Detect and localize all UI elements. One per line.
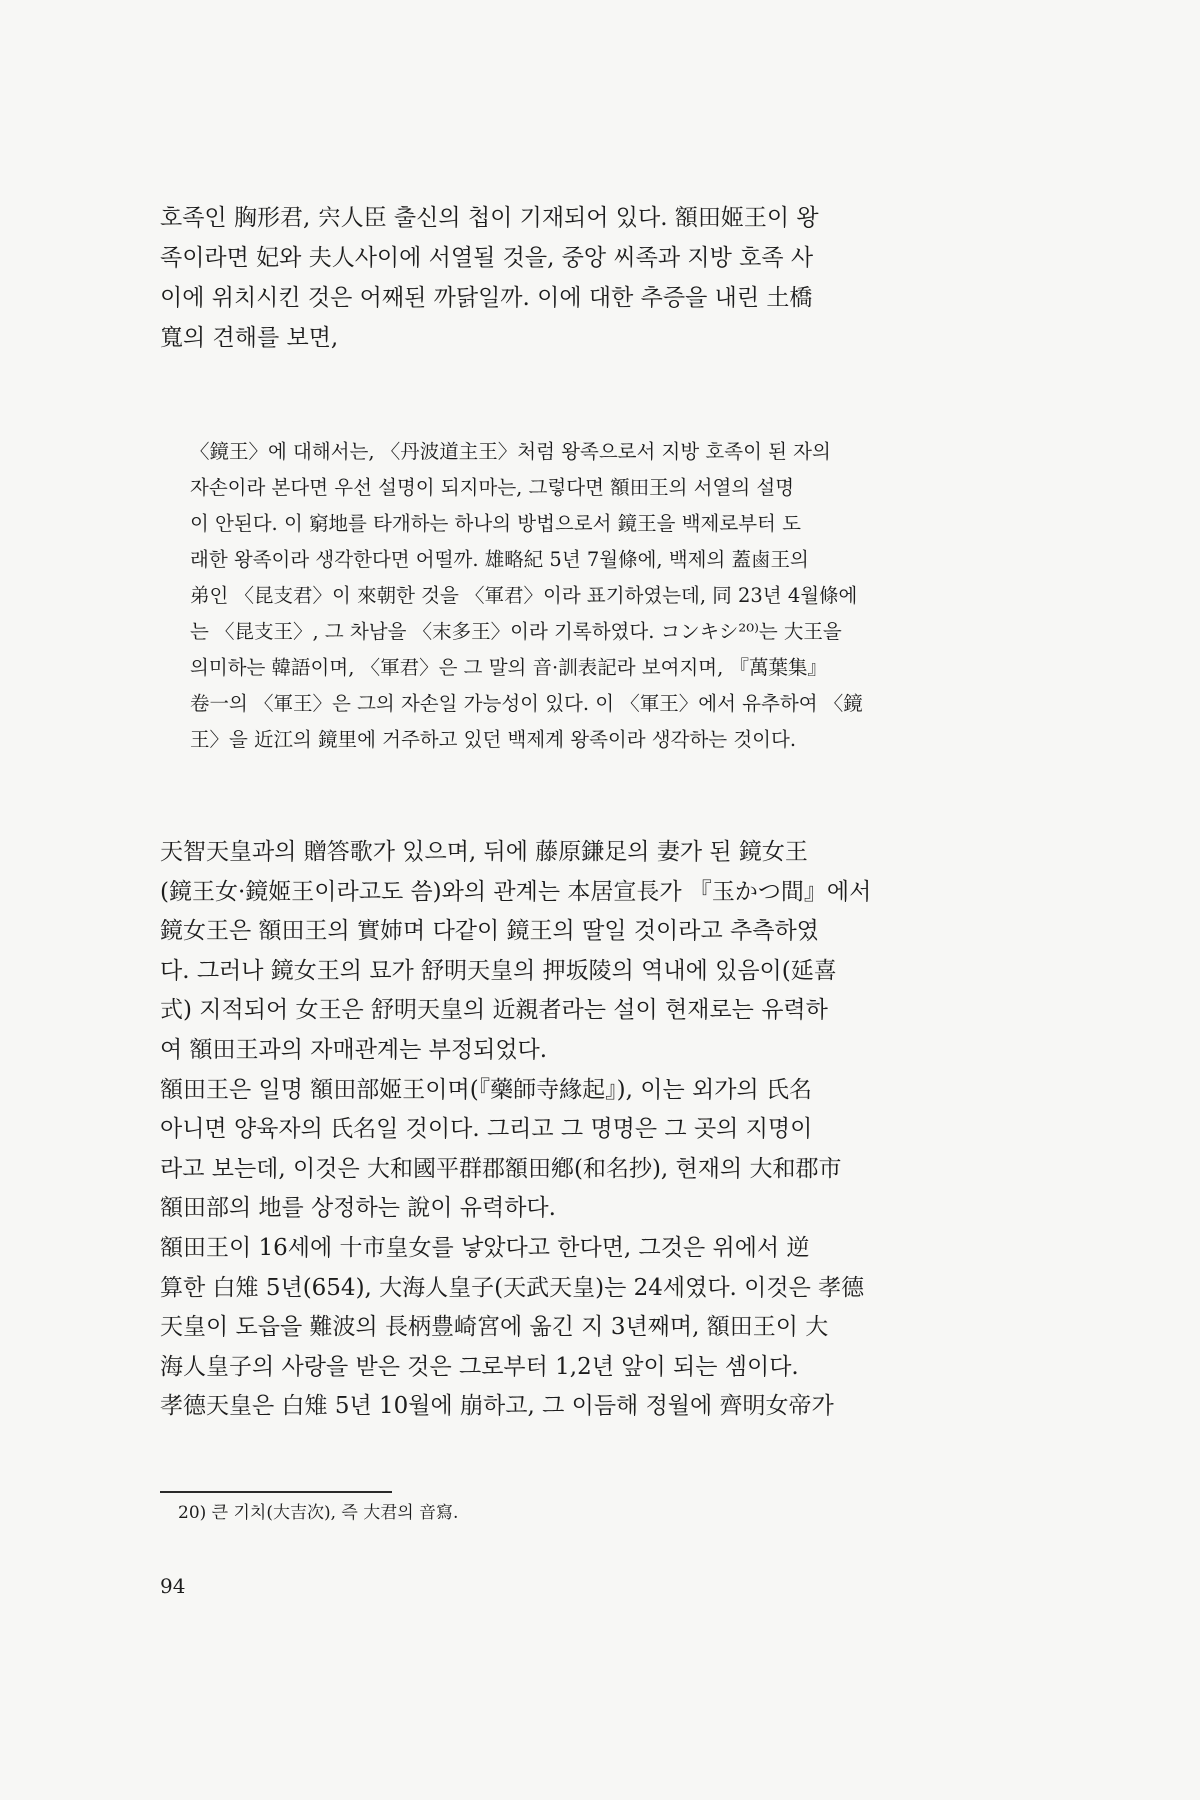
footnote-divider [160,1491,392,1493]
text-line: 鏡女王은 額田王의 實姉며 다같이 鏡王의 딸일 것이라고 추측하였 [160,918,819,945]
text-line: 寬의 견해를 보면, [160,325,339,351]
text-line: 海人皇子의 사랑을 받은 것은 그로부터 1,2년 앞이 되는 셈이다. [160,1353,799,1380]
text-line: 額田王이 16세에 十市皇女를 낳았다고 한다면, 그것은 위에서 逆 [160,1234,810,1261]
block-quote [190,434,990,758]
quote-line: 이 안된다. 이 窮地를 타개하는 하나의 방법으로서 鏡王을 백제로부터 도 [190,512,801,535]
quote-line: 의미하는 韓語이며, 〈軍君〉은 그 말의 音·訓表記라 보여지며, 『萬葉集』 [190,656,828,679]
text-line: 라고 보는데, 이것은 大和國平群郡額田鄕(和名抄), 현재의 大和郡市 [160,1155,842,1182]
page-number: 94 [160,1574,186,1598]
main-body-text [160,833,990,1427]
quote-line: 王〉을 近江의 鏡里에 거주하고 있던 백제계 왕족이라 생각하는 것이다. [190,728,797,751]
text-line: 족이라면 妃와 夫人사이에 서열될 것을, 중앙 씨족과 지방 호족 사 [160,245,814,271]
text-line: 額田王은 일명 額田部姬王이며(『藥師寺緣起』), 이는 외가의 氏名 [160,1076,812,1103]
quote-line: 자손이라 본다면 우선 설명이 되지마는, 그렇다면 額田王의 서열의 설명 [190,476,795,499]
text-line: 여 額田王과의 자매관계는 부정되었다. [160,1036,548,1063]
quote-line: 래한 왕족이라 생각한다면 어떨까. 雄略紀 5년 7월條에, 백제의 蓋鹵王의 [190,548,809,571]
text-line: 아니면 양육자의 氏名일 것이다. 그리고 그 명명은 그 곳의 지명이 [160,1116,813,1143]
text-line: 額田部의 地를 상정하는 說이 유력하다. [160,1195,556,1222]
text-line: 孝德天皇은 白雉 5년 10월에 崩하고, 그 이듬해 정월에 齊明女帝가 [160,1393,834,1420]
text-line: 다. 그러나 鏡女王의 묘가 舒明天皇의 押坂陵의 역내에 있음이(延喜 [160,957,837,984]
quote-line: 卷一의 〈軍王〉은 그의 자손일 가능성이 있다. 이 〈軍王〉에서 유추하여 〈鏡 [190,692,863,715]
text-line: 算한 白雉 5년(654), 大海人皇子(天武天皇)는 24세였다. 이것은 孝德 [160,1274,865,1301]
text-line: 호족인 胸形君, 宍人臣 출신의 첩이 기재되어 있다. 額田姬王이 왕 [160,205,819,231]
quote-line: 는 〈昆支王〉, 그 차남을 〈末多王〉이라 기록하였다. コンキシ²⁰⁾는 大王을 [190,620,842,643]
text-line: 天智天皇과의 贈答歌가 있으며, 뒤에 藤原鎌足의 妻가 된 鏡女王 [160,839,808,865]
text-line: 天皇이 도읍을 難波의 長柄豊崎宮에 옮긴 지 3년째며, 額田王이 大 [160,1314,829,1341]
text-line: (鏡王女·鏡姬王이라고도 씀)와의 관계는 本居宣長가 『玉かつ間』에서 [160,878,872,905]
quote-line: 〈鏡王〉에 대해서는, 〈丹波道主王〉처럼 왕족으로서 지방 호족이 된 자의 [190,440,831,463]
text-line: 이에 위치시킨 것은 어째된 까닭일까. 이에 대한 추증을 내린 土橋 [160,285,813,311]
quote-line: 弟인 〈昆支君〉이 來朝한 것을 〈軍君〉이라 표기하였는데, 同 23년 4월條에 [190,584,858,607]
intro-paragraph [160,198,990,358]
footnote: 20) 큰 기치(大吉次), 즉 大君의 音寫. [178,1503,459,1523]
text-line: 式) 지적되어 女王은 舒明天皇의 近親者라는 설이 현재로는 유력하 [160,997,828,1024]
